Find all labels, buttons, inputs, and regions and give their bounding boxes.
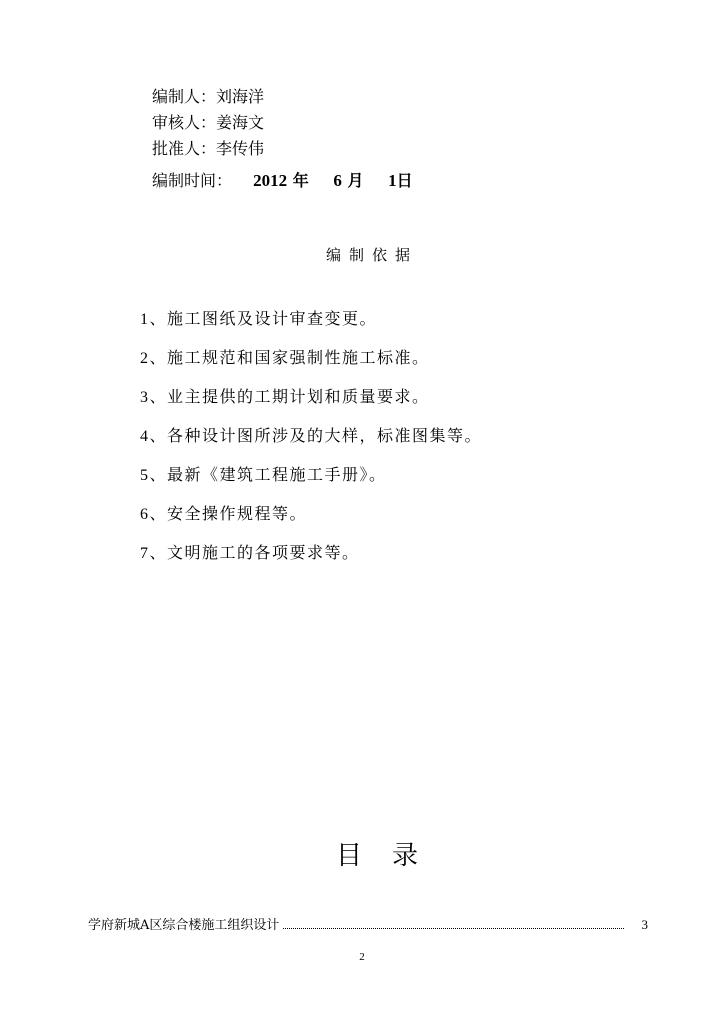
list-item-text: 、业主提供的工期计划和质量要求。 — [149, 387, 430, 406]
toc-entry[interactable] — [88, 914, 648, 933]
compiler-line: 编制人：刘海洋 — [152, 87, 265, 106]
list-item-text: 、文明施工的各项要求等。 — [149, 543, 360, 562]
basis-heading: 编制依据 — [325, 246, 418, 264]
signoff-block — [152, 84, 413, 194]
date-year-unit: 年 — [292, 171, 309, 190]
date-month-unit: 月 — [347, 171, 364, 190]
toc-leader-dots — [283, 918, 623, 929]
list-item-index: 3 — [140, 389, 150, 406]
approver-line: 批准人：李传伟 — [152, 139, 265, 158]
list-item — [140, 300, 482, 339]
list-item — [140, 495, 482, 534]
list-item-index: 5 — [140, 467, 150, 484]
date-year: 2012 — [253, 171, 288, 190]
list-item — [140, 378, 482, 417]
toc-entry-page[interactable]: 3 — [641, 917, 648, 932]
page-number: 2 — [359, 951, 365, 963]
compile-date-line — [152, 168, 413, 194]
list-item — [140, 339, 482, 378]
list-item-index: 2 — [140, 350, 150, 367]
list-item — [140, 417, 482, 456]
toc-entry-text[interactable]: 学府新城A区综合楼施工组织设计 — [88, 918, 280, 933]
list-item-text: 、安全操作规程等。 — [149, 504, 308, 523]
list-item-text: 、最新《建筑工程施工手册》。 — [149, 465, 387, 484]
list-item-index: 7 — [140, 545, 150, 562]
list-item-text: 、施工图纸及设计审查变更。 — [149, 309, 378, 328]
reviewer-line: 审核人：姜海文 — [152, 113, 265, 132]
date-day: 1 — [388, 171, 397, 190]
basis-list — [140, 300, 482, 573]
compile-date-label: 编制时间： — [152, 171, 233, 190]
list-item-text: 、各种设计图所涉及的大样，标准图集等。 — [149, 426, 483, 445]
list-item — [140, 456, 482, 495]
list-item-index: 6 — [140, 506, 150, 523]
list-item-index: 1 — [140, 311, 150, 328]
list-item — [140, 534, 482, 573]
toc-title: 目录 — [335, 841, 448, 871]
date-month: 6 — [333, 171, 342, 190]
list-item-text: 、施工规范和国家强制性施工标准。 — [149, 348, 430, 367]
list-item-index: 4 — [140, 428, 150, 445]
date-day-unit: 日 — [396, 171, 413, 190]
